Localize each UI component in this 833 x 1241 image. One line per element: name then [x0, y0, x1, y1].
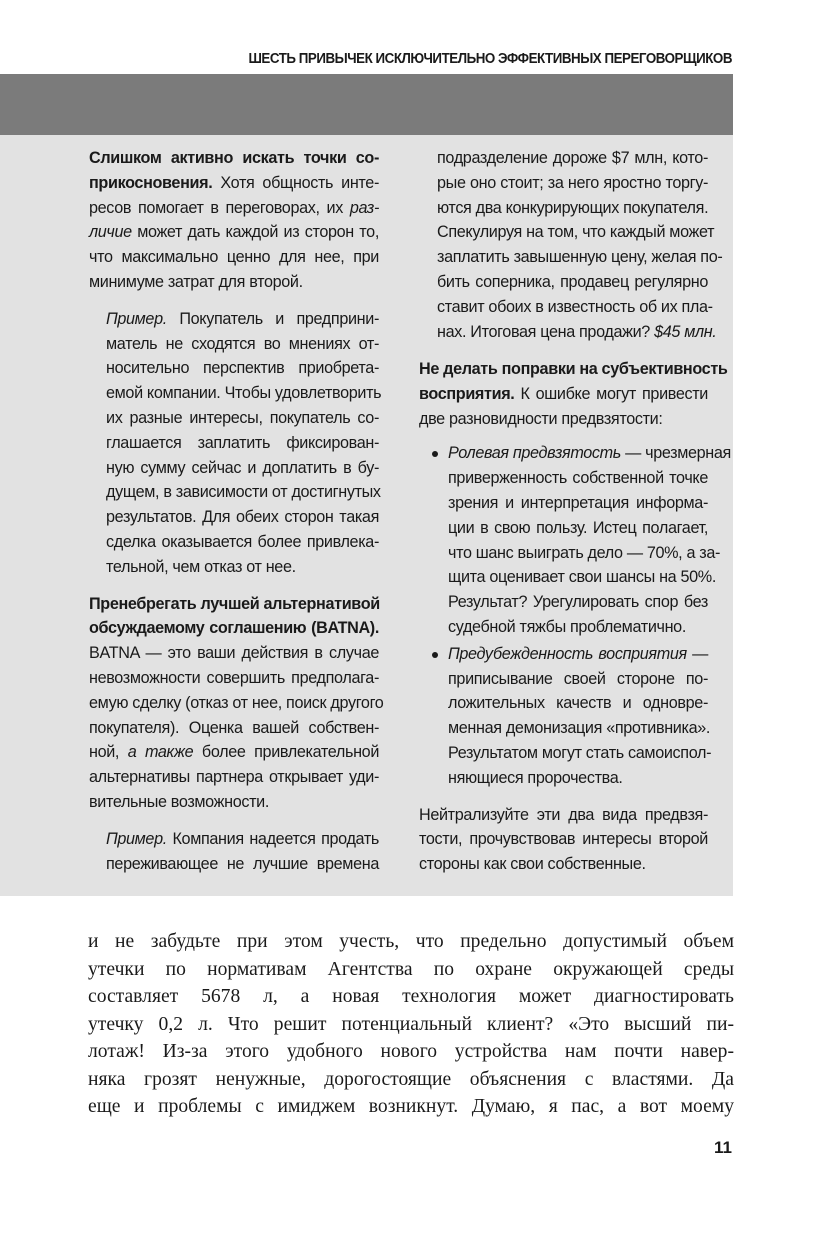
- text-line: что максимально ценно для нее, при: [89, 248, 379, 267]
- example-label: Пример.: [106, 309, 167, 328]
- paragraph-neutralize: [419, 803, 708, 877]
- text-line: бить соперника, продавец регулярно: [437, 272, 708, 291]
- text-line: заплатить завышенную цену, желая по-: [437, 248, 723, 267]
- text-line: результатов. Для обеих сторон такая: [106, 508, 379, 527]
- text-line: переживающее не лучшие времена: [106, 854, 379, 873]
- text-line: Хотя общность инте-: [212, 173, 379, 192]
- text-line: невозможности совершить предполага-: [89, 668, 379, 687]
- text-line: глашается заплатить фиксирован-: [106, 433, 379, 452]
- page-number: 11: [714, 1138, 732, 1157]
- running-head: ШЕСТЬ ПРИВЫЧЕК ИСКЛЮЧИТЕЛЬНО ЭФФЕКТИВНЫХ ПЕРЕГОВОРЩИКОВ: [248, 51, 733, 67]
- text-line: Спекулируя на том, что каждый может: [437, 223, 715, 242]
- header-band: [0, 74, 733, 135]
- italic-text: Предубежденность восприятия: [448, 644, 687, 663]
- example-company-division-continued: [437, 146, 723, 344]
- text-line: может дать каждой из сторон то,: [131, 223, 379, 242]
- text-line: ются два конкурирующих покупателя.: [437, 198, 709, 217]
- paragraph-perception-bias: [419, 357, 728, 431]
- text-line: приписывание своей стороне по-: [448, 669, 708, 688]
- text-line: сделка оказывается более привлека-: [106, 532, 379, 551]
- text-line: матель не сходятся во мнениях от-: [106, 334, 379, 353]
- text-line: Результат? Урегулировать спор без: [448, 593, 708, 612]
- italic-text: а также: [127, 743, 194, 762]
- text-line: стороны как свои собственные.: [419, 855, 646, 874]
- sidebar-right-column: [437, 146, 723, 344]
- text-line: ресов помогает в переговорах, их: [89, 198, 350, 217]
- text-line: дущем, в зависимости от достигнутых: [106, 483, 381, 502]
- text-line: тельной, чем отказ от нее.: [106, 557, 296, 576]
- paragraph-batna: [89, 592, 384, 815]
- text-line: тости, прочувствовав интересы второй: [419, 830, 708, 849]
- example-company-division: [89, 827, 379, 877]
- text-line: К ошибке могут привести: [514, 384, 708, 403]
- body-line: еще и проблемы с имиджем возникнут. Думаю, я пас, а вот моему: [88, 1096, 734, 1117]
- text-line: минимуме затрат для второй.: [89, 272, 303, 291]
- heading-common-ground: Слишком активно искать точки со-: [89, 149, 379, 167]
- text-line: что шанс выиграть дело — 70%, а за-: [448, 543, 721, 562]
- text-line: Компания надеется продать: [166, 829, 379, 848]
- text-line: Результатом могут стать самоиспол-: [448, 743, 712, 762]
- italic-text: раз-: [349, 198, 379, 217]
- italic-text: Ролевая предвзятость: [448, 444, 621, 463]
- bias-list: [419, 441, 731, 790]
- heading-batna: Пренебрегать лучшей альтернативой: [89, 594, 380, 613]
- text-line: зрения и интерпретация информа-: [448, 493, 708, 512]
- text-line: носительно перспектив приобрета-: [106, 359, 379, 378]
- italic-text: личие: [89, 223, 132, 242]
- text-line: ции в свою пользу. Истец полагает,: [448, 518, 708, 537]
- body-line: утечки по нормативам Агентства по охране окружающей среды: [88, 958, 734, 980]
- heading-batna-end: обсуждаемому соглашению (BATNA).: [89, 619, 379, 638]
- text-line: ложительных качеств и одновре-: [448, 694, 708, 713]
- heading-perception: Не делать поправки на субъективность: [419, 360, 728, 378]
- bullet-icon: [432, 652, 438, 658]
- text-line: няющиеся пророчества.: [448, 768, 623, 787]
- example-label: Пример.: [106, 829, 167, 848]
- text-line: щита оценивает свои шансы на 50%.: [448, 568, 716, 587]
- main-body-text: [88, 928, 734, 1121]
- text-line: BATNA — это ваши действия в случае: [89, 644, 379, 663]
- bullet-icon: [432, 451, 438, 457]
- list-item: [419, 441, 731, 639]
- sidebar-left-column: [89, 146, 384, 876]
- body-line: и не забудьте при этом учесть, что предельно допустимый объем: [88, 931, 734, 952]
- example-buyer-entrepreneur: [89, 307, 382, 580]
- sidebar-right-column-lower: [419, 357, 731, 877]
- text-line: Покупатель и предприни-: [166, 309, 379, 328]
- text-line: — чрезмерная: [620, 444, 731, 463]
- text-line: ной,: [89, 743, 128, 762]
- text-line: две разновидности предвзятости:: [419, 409, 663, 428]
- text-line: их разные интересы, покупатель со-: [106, 408, 379, 427]
- text-line: вительные возможности.: [89, 792, 270, 811]
- text-line: емой компании. Чтобы удовлетворить: [106, 384, 382, 403]
- body-line: составляет 5678 л, а новая технология может диагностировать: [88, 986, 734, 1007]
- list-item: [419, 642, 712, 791]
- text-line: более привлекательной: [193, 743, 380, 762]
- text-line: ставит обоих в известность об их пла-: [437, 297, 713, 316]
- text-line: ную сумму сейчас и доплатить в бу-: [106, 458, 379, 477]
- text-line: емую сделку (отказ от нее, поиск другого: [89, 693, 384, 712]
- body-line: лотаж! Из-за этого удобного нового устройства нам почти навер-: [88, 1041, 734, 1062]
- heading-perception-end: восприятия.: [419, 384, 515, 403]
- text-line: приверженность собственной точке: [448, 469, 708, 488]
- text-line: нах. Итоговая цена продажи?: [437, 322, 655, 341]
- italic-text: $45 млн.: [654, 322, 717, 341]
- body-line: утечку 0,2 л. Что решит потенциальный клиент? «Это высший пи-: [88, 1013, 734, 1035]
- paragraph-common-ground: [89, 146, 379, 295]
- text-line: Нейтрализуйте эти два вида предвзя-: [419, 805, 708, 824]
- body-line: няка грозят ненужные, дорогостоящие объяснения с властями. Да: [88, 1068, 734, 1090]
- text-line: судебной тяжбы проблематично.: [448, 617, 686, 636]
- heading-common-ground-end: прикосновения.: [89, 173, 213, 192]
- text-line: —: [686, 644, 708, 663]
- text-line: покупателя). Оценка вашей собствен-: [89, 718, 379, 737]
- text-line: рые оно стоит; за него яростно торгу-: [437, 173, 708, 192]
- text-line: менная демонизация «противника».: [448, 719, 711, 738]
- text-line: подразделение дороже $7 млн, кото-: [437, 149, 708, 167]
- text-line: альтернативы партнера открывает уди-: [89, 768, 379, 787]
